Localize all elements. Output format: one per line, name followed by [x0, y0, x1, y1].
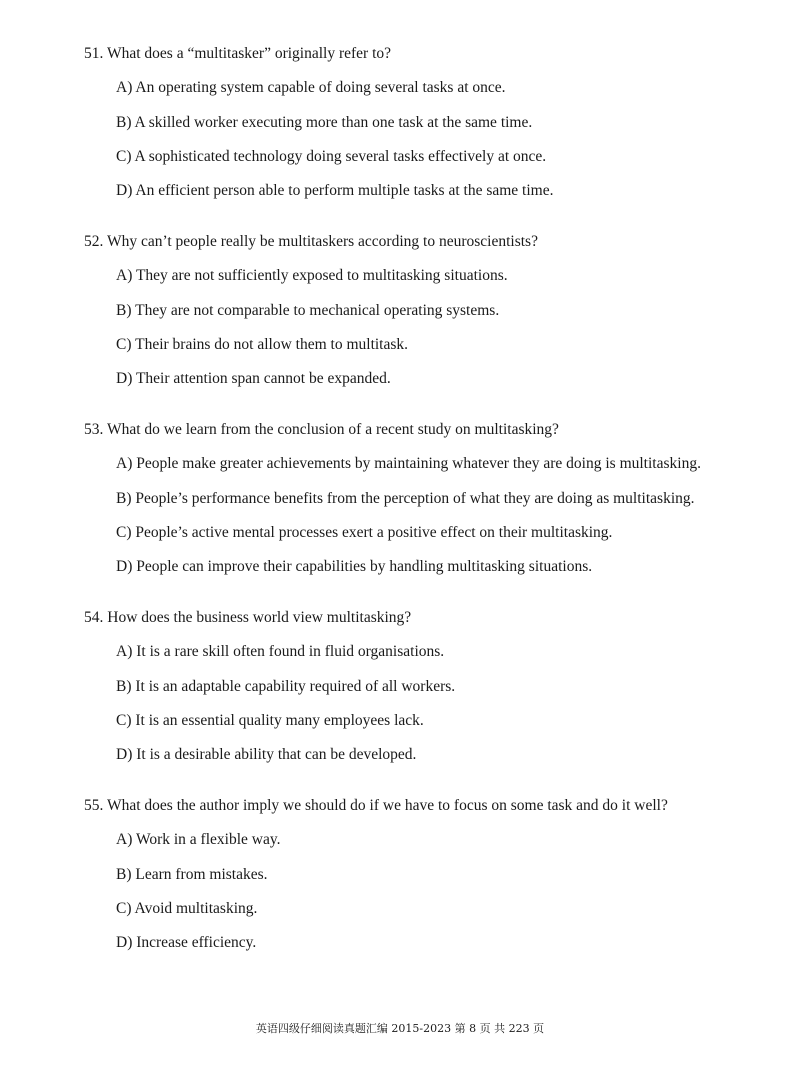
option-b: B) People’s performance benefits from the perception of what they are doing as multitasking. — [116, 489, 695, 507]
option-c: C) Avoid multitasking. — [116, 899, 258, 917]
option-a: A) It is a rare skill often found in fluid organisations. — [116, 643, 445, 661]
option-c: C) A sophisticated technology doing several tasks effectively at once. — [116, 147, 547, 165]
option-c: C) It is an essential quality many employees lack. — [116, 711, 424, 729]
option-d: D) People can improve their capabilities by handling multitasking situations. — [116, 558, 593, 576]
question-stem: 51. What does a “multitasker” originally refer to? — [84, 45, 392, 62]
option-b: B) A skilled worker executing more than one task at the same time. — [116, 113, 533, 131]
option-a: A) An operating system capable of doing several tasks at once. — [116, 79, 506, 97]
question-stem: 54. How does the business world view multitasking? — [84, 609, 412, 626]
question-stem: 53. What do we learn from the conclusion of a recent study on multitasking? — [84, 421, 559, 438]
option-b: B) Learn from mistakes. — [116, 865, 268, 883]
option-a: A) People make greater achievements by maintaining whatever they are doing is multitasking. — [116, 455, 701, 473]
option-d: D) An efficient person able to perform multiple tasks at the same time. — [116, 182, 554, 200]
option-a: A) They are not sufficiently exposed to multitasking situations. — [116, 267, 508, 285]
option-d: D) Their attention span cannot be expanded. — [116, 370, 391, 388]
option-c: C) People’s active mental processes exert a positive effect on their multitasking. — [116, 523, 613, 541]
option-d: D) Increase efficiency. — [116, 934, 257, 952]
page-footer: 英语四级仔细阅读真题汇编 2015-2023 第 8 页 共 223 页 — [255, 1022, 545, 1035]
question-52 — [84, 232, 774, 389]
question-53 — [84, 420, 774, 577]
option-a: A) Work in a flexible way. — [116, 831, 281, 849]
question-stem: 52. Why can’t people really be multitaskers according to neuroscientists? — [84, 233, 538, 250]
option-b: B) It is an adaptable capability required of all workers. — [116, 677, 456, 695]
question-55 — [84, 796, 774, 953]
option-b: B) They are not comparable to mechanical operating systems. — [116, 301, 500, 319]
option-d: D) It is a desirable ability that can be developed. — [116, 746, 417, 764]
question-51 — [84, 44, 774, 201]
question-54 — [84, 608, 774, 765]
question-stem: 55. What does the author imply we should do if we have to focus on some task and do it well? — [84, 797, 668, 814]
option-c: C) Their brains do not allow them to multitask. — [116, 335, 409, 353]
